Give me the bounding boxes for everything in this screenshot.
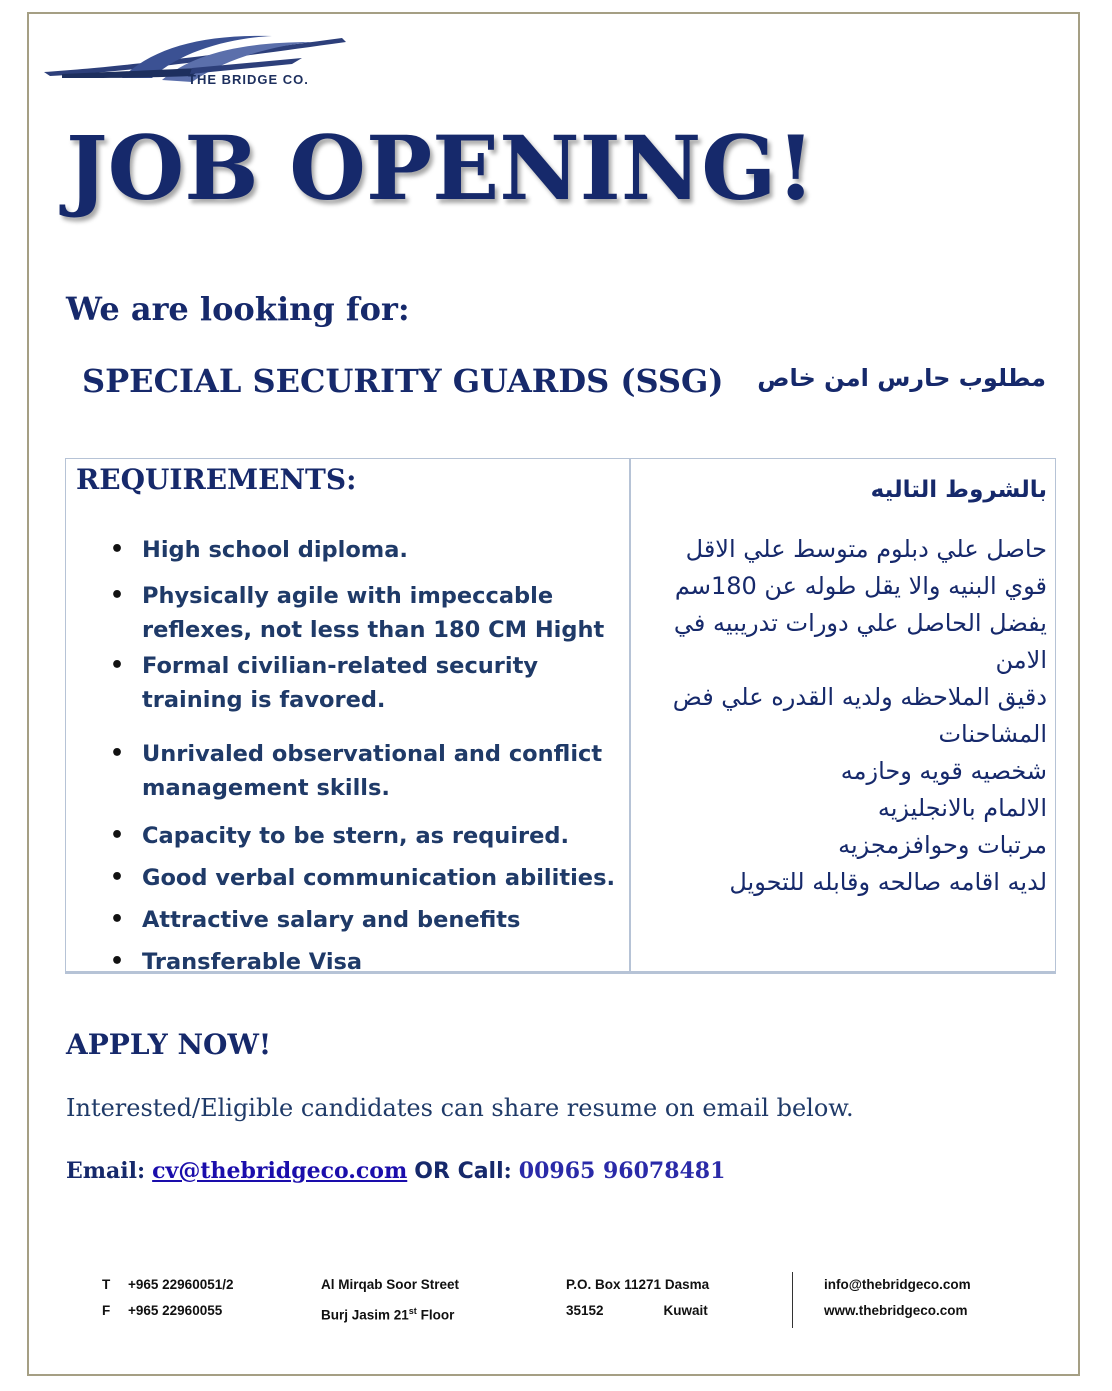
email-link[interactable]: cv@thebridgeco.com: [152, 1158, 408, 1184]
table-column-divider: [629, 459, 631, 971]
arabic-requirement-line: لديه اقامه صالحه وقابله للتحويل: [729, 868, 1047, 896]
footer-po-box: P.O. Box 11271 Dasma: [566, 1277, 710, 1292]
footer-address-block: [321, 1272, 459, 1329]
arabic-requirement-line: دقيق الملاحظه ولديه القدره علي فض: [672, 683, 1047, 711]
arabic-requirements-title: بالشروط التاليه: [870, 477, 1047, 503]
apply-now-title: APPLY NOW!: [66, 1028, 272, 1061]
footer-building: Burj Jasim 21: [321, 1307, 409, 1323]
footer-building-sup: st: [408, 1306, 417, 1316]
requirements-list: [66, 533, 629, 991]
footer-floor: Floor: [420, 1307, 455, 1323]
footer-street: Al Mirqab Soor Street: [321, 1277, 460, 1292]
requirement-item: • Transferable Visa: [66, 945, 629, 979]
arabic-requirement-line: المشاحنات: [938, 720, 1047, 748]
footer-f-label: F: [102, 1303, 111, 1318]
arabic-requirement-line: قوي البنيه والا يقل طوله عن 180سم: [674, 572, 1047, 600]
email-label: Email:: [66, 1158, 146, 1184]
requirements-title: REQUIREMENTS:: [76, 463, 357, 496]
footer-divider: [792, 1272, 793, 1328]
footer-phone-block: [102, 1272, 233, 1324]
footer-t-label: T: [102, 1277, 111, 1292]
footer-country: Kuwait: [663, 1303, 708, 1318]
requirement-item: • Unrivaled observational and conflict management skills.: [66, 737, 629, 805]
headline: JOB OPENING!: [66, 116, 816, 220]
footer-website[interactable]: www.thebridgeco.com: [824, 1303, 968, 1318]
arabic-requirement-line: يفضل الحاصل علي دورات تدريبيه في: [673, 609, 1047, 637]
arabic-requirements: [632, 467, 1047, 901]
contact-line: [66, 1158, 725, 1184]
requirement-item: • Physically agile with impeccable reflexes, not less than 180 CM Hight: [66, 579, 629, 647]
apply-instructions: Interested/Eligible candidates can share resume on email below.: [66, 1094, 854, 1122]
looking-for-label: We are looking for:: [66, 290, 410, 328]
phone-number: 00965 96078481: [518, 1158, 726, 1184]
footer-email[interactable]: info@thebridgeco.com: [824, 1277, 971, 1292]
footer-telephone: +965 22960051/2: [128, 1277, 234, 1292]
requirement-item: • High school diploma.: [66, 533, 629, 567]
arabic-requirement-line: حاصل علي دبلوم متوسط علي الاقل: [685, 535, 1047, 563]
footer-po-block: [566, 1272, 709, 1324]
requirement-item: • Attractive salary and benefits: [66, 903, 629, 937]
or-call-label: OR Call: [414, 1159, 504, 1184]
arabic-requirement-line: مرتبات وحوافزمجزيه: [838, 831, 1047, 859]
requirements-table: [65, 458, 1056, 974]
company-name: THE BRIDGE CO.: [188, 72, 309, 87]
requirement-item: • Good verbal communication abilities.: [66, 861, 629, 895]
requirement-item: • Formal civilian-related security training is favored.: [66, 649, 629, 717]
footer-postal-code: 35152: [566, 1303, 604, 1318]
footer-online-block: [824, 1272, 971, 1324]
arabic-requirement-line: الالمام بالانجليزيه: [877, 794, 1047, 822]
arabic-requirement-line: شخصيه قويه وحازمه: [840, 757, 1047, 785]
position-title-arabic: مطلوب حارس امن خاص: [757, 364, 1046, 392]
colon-separator: :: [503, 1158, 512, 1184]
requirement-item: • Capacity to be stern, as required.: [66, 819, 629, 853]
arabic-requirement-line: الامن: [995, 646, 1047, 674]
position-title-english: SPECIAL SECURITY GUARDS (SSG): [82, 362, 724, 400]
footer-fax: +965 22960055: [128, 1303, 223, 1318]
